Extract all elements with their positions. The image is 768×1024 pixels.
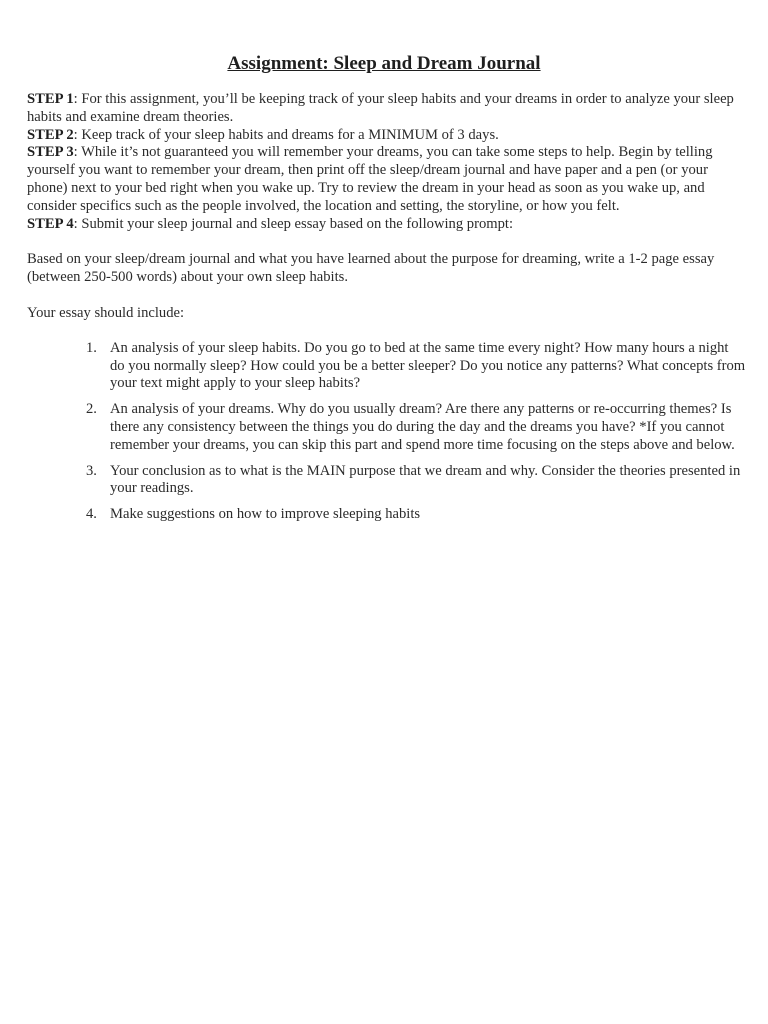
include-intro: Your essay should include:	[27, 304, 185, 321]
step-4-text: : Submit your sleep journal and sleep essay based on the following prompt:	[73, 215, 513, 232]
step-3	[27, 144, 743, 215]
step-3-text: : While it’s not guaranteed you will remember your dreams, you can take some steps to help. Begin by telling yourself you want to remember your dream, then print off the sleep/dream journal and have paper and a pen (or your phone) next to your bed right when you wake up. Try to review the dream in your head as soon as you wake up, and consider specifics such as the people involved, the location and setting, the storyline, or how you felt.	[27, 144, 713, 214]
step-4-label: STEP 4	[27, 215, 74, 232]
step-1-text: : For this assignment, you’ll be keeping track of your sleep habits and your dreams in order to analyze your sleep habits and examine dream theories.	[27, 91, 734, 125]
list-item-text: Your conclusion as to what is the MAIN purpose that we dream and why. Consider the theories presented in your readings.	[110, 462, 741, 497]
step-3-label: STEP 3	[27, 144, 74, 161]
list-item-number: 3.	[86, 462, 97, 479]
page-title: Assignment: Sleep and Dream Journal	[227, 53, 541, 74]
step-1-label: STEP 1	[27, 91, 74, 107]
list-item-3	[27, 463, 746, 499]
list-item-number: 2.	[86, 401, 97, 418]
step-2	[27, 127, 743, 145]
list-item-2	[27, 401, 746, 454]
step-1	[27, 91, 743, 127]
list-item-1	[27, 340, 746, 393]
essay-prompt: Based on your sleep/dream journal and what you have learned about the purpose for dreaming, write a 1-2 page essay (between 250-500 words) about your own sleep habits.	[27, 251, 715, 285]
requirements-list	[27, 339, 746, 524]
step-2-text: : Keep track of your sleep habits and dreams for a MINIMUM of 3 days.	[73, 126, 499, 143]
list-item-4	[27, 506, 746, 524]
list-item-text: An analysis of your sleep habits. Do you go to bed at the same time every night? How many hours a night do you normally sleep? How could you be a better sleeper? Do you notice any patterns? What concepts from your text might apply to your sleep habits?	[110, 339, 746, 392]
step-4	[27, 216, 743, 234]
list-item-text: An analysis of your dreams. Why do you usually dream? Are there any patterns or re-occurring themes? Is there any consistency between the things you do during the day and the dreams you have? *If you cannot remember your dreams, you can skip this part and spend more time focusing on the steps above and below.	[110, 401, 735, 453]
step-2-label: STEP 2	[27, 126, 74, 143]
list-item-number: 4.	[86, 506, 97, 523]
list-item-number: 1.	[86, 339, 97, 356]
document-body	[27, 91, 746, 532]
list-item-text: Make suggestions on how to improve sleeping habits	[110, 506, 421, 523]
